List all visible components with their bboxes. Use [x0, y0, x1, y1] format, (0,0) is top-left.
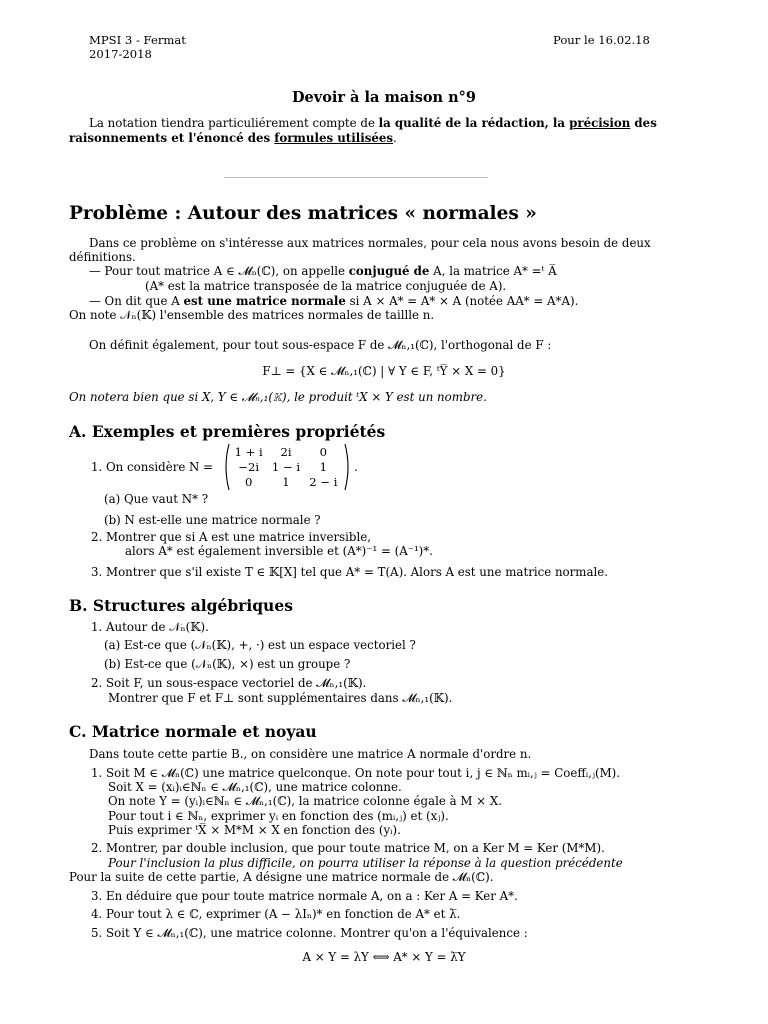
section-c-q2-hint: Pour l'inclusion la plus difficile, on pourra utiliser la réponse à la question précédente	[108, 856, 623, 870]
section-a-q1b: (b) N est-elle une matrice normale ?	[104, 513, 321, 527]
due-date: Pour le 16.02.18	[553, 33, 650, 47]
matrix-left-paren	[222, 443, 230, 491]
orthogonal-formula: F⊥ = {X ∈ 𝓜ₙ,₁(ℂ) | ∀ Y ∈ F, ᵗY̅ × X = 0}	[262, 364, 506, 378]
section-b-q1a: (a) Est-ce que (𝒩ₙ(𝕂), +, ·) est un espace vectoriel ?	[104, 638, 416, 652]
matrix-grid	[230, 445, 342, 490]
def2-bold: est une matrice normale	[183, 294, 346, 308]
section-c-q5: 5. Soit Y ∈ 𝓜ₙ,₁(ℂ), une matrice colonne. Montrer qu'on a l'équivalence :	[91, 926, 528, 940]
grading-note-line-2	[69, 131, 397, 145]
remark-scalar-product: On notera bien que si X, Y ∈ 𝓜ₙ,₁(𝕂), le produit ᵗX × Y est un nombre.	[69, 390, 487, 404]
matrix-cell: 0	[244, 475, 253, 489]
section-c-q1-line4: Pour tout i ∈ ℕₙ, exprimer yᵢ en fonction des (mᵢ,ⱼ) et (xⱼ).	[108, 809, 449, 823]
matrix-period: .	[354, 460, 358, 474]
class-name: MPSI 3 - Fermat	[89, 33, 186, 47]
homework-title: Devoir à la maison n°9	[291, 89, 477, 106]
def2-start: — On dit que A	[89, 294, 184, 308]
definition-normal	[89, 294, 578, 308]
section-b-q1b: (b) Est-ce que (𝒩ₙ(𝕂), ×) est un groupe ?	[104, 657, 351, 671]
grading-des: des	[630, 116, 657, 130]
definition-conjugate	[89, 264, 557, 278]
grading-note-line-1	[89, 116, 657, 130]
matrix-cell: 1	[282, 475, 290, 489]
matrix-cell: 0	[319, 445, 328, 459]
section-a-q1: 1. On considère N =	[91, 460, 214, 474]
matrix-row	[230, 475, 342, 490]
def1-start: — Pour tout matrice A ∈ 𝓜ₙ(ℂ), on appelle	[89, 264, 349, 278]
section-c-q1-line2: Soit X = (xᵢ)ᵢ∈ℕₙ ∈ 𝓜ₙ,₁(ℂ), une matrice colonne.	[108, 780, 402, 794]
matrix-n	[222, 443, 352, 491]
def1-bold: conjugué de	[348, 264, 430, 278]
matrix-cell: −2i	[238, 460, 260, 474]
section-a-q1a: (a) Que vaut N* ?	[104, 492, 209, 506]
section-b-title: B. Structures algébriques	[69, 596, 293, 615]
section-b-q2-line1: 2. Soit F, un sous-espace vectoriel de 𝓜ₙ,₁(𝕂).	[91, 676, 367, 690]
matrix-cell: 1 + i	[234, 445, 263, 459]
grading-precision: précision	[569, 116, 631, 130]
section-c-q1-line3: On note Y = (yᵢ)ᵢ∈ℕₙ ∈ 𝓜ₙ,₁(ℂ), la matrice colonne égale à M × X.	[108, 794, 502, 808]
separator-rule	[224, 177, 488, 178]
section-a-q2-line1: 2. Montrer que si A est une matrice inversible,	[91, 530, 371, 544]
matrix-row	[230, 445, 342, 460]
problem-intro-line-2: définitions.	[69, 250, 136, 264]
grading-bold: la qualité de la rédaction, la	[378, 116, 570, 130]
school-year: 2017-2018	[89, 47, 152, 61]
matrix-cell: 1	[319, 460, 328, 474]
section-c-q4: 4. Pour tout λ ∈ ℂ, exprimer (A − λIₙ)* en fonction de A* et λ̅.	[91, 907, 461, 921]
problem-intro-line-1: Dans ce problème on s'intéresse aux matrices normales, pour cela nous avons besoin de deux	[89, 236, 651, 250]
definition-conjugate-note: (A* est la matrice transposée de la matrice conjuguée de A).	[145, 279, 507, 293]
grading-period: .	[392, 131, 397, 145]
matrix-cell: 1 − i	[271, 460, 301, 474]
section-c-q1-line1: 1. Soit M ∈ 𝓜ₙ(ℂ) une matrice quelconque. On note pour tout i, j ∈ ℕₙ mᵢ,ⱼ = Coeffᵢ,ⱼ(M).	[91, 766, 621, 780]
section-b-q1: 1. Autour de 𝒩ₙ(𝕂).	[91, 620, 209, 634]
section-c-q3: 3. En déduire que pour toute matrice normale A, on a : Ker A = Ker A*.	[91, 889, 518, 903]
section-a-q3: 3. Montrer que s'il existe T ∈ 𝕂[X] tel que A* = T(A). Alors A est une matrice normale.	[91, 565, 609, 579]
section-c-intro: Dans toute cette partie B., on considère une matrice A normale d'ordre n.	[89, 747, 532, 761]
section-c-q1-line5: Puis exprimer ᵗX̅ × M*M × X en fonction des (yᵢ).	[108, 823, 401, 837]
def1-end: A, la matrice A* =ᵗ A̅	[429, 264, 557, 278]
section-c-title: C. Matrice normale et noyau	[69, 722, 317, 741]
matrix-cell: 2 − i	[309, 475, 338, 489]
section-c-after-q2: Pour la suite de cette partie, A désigne une matrice normale de 𝓜ₙ(ℂ).	[69, 870, 494, 884]
def2-end: si A × A* = A* × A (notée AA* = A*A).	[345, 294, 579, 308]
equivalence-formula: A × Y = λY ⟺ A* × Y = λ̅Y	[302, 950, 466, 964]
grading-formulas: formules utilisées	[274, 131, 393, 145]
section-a-title: A. Exemples et premières propriétés	[69, 422, 386, 441]
matrix-row	[230, 460, 342, 475]
grading-text: La notation tiendra particuliérement compte de	[89, 116, 379, 130]
section-b-q2-line2: Montrer que F et F⊥ sont supplémentaires dans 𝓜ₙ,₁(𝕂).	[108, 691, 453, 705]
matrix-cell: 2i	[280, 445, 292, 459]
problem-title: Problème : Autour des matrices « normales »	[69, 203, 537, 224]
section-a-q2-line2: alors A* est également inversible et (A*)⁻¹ = (A⁻¹)*.	[125, 544, 433, 558]
section-c-q2: 2. Montrer, par double inclusion, que pour toute matrice M, on a Ker M = Ker (M*M).	[91, 841, 605, 855]
matrix-right-paren	[344, 443, 352, 491]
grading-reasoning: raisonnements et l'énoncé des	[69, 131, 275, 145]
orthogonal-definition: On définit également, pour tout sous-espace F de 𝓜ₙ,₁(ℂ), l'orthogonal de F :	[89, 338, 552, 352]
notation-normal-set: On note 𝒩ₙ(𝕂) l'ensemble des matrices normales de taillle n.	[69, 308, 435, 322]
